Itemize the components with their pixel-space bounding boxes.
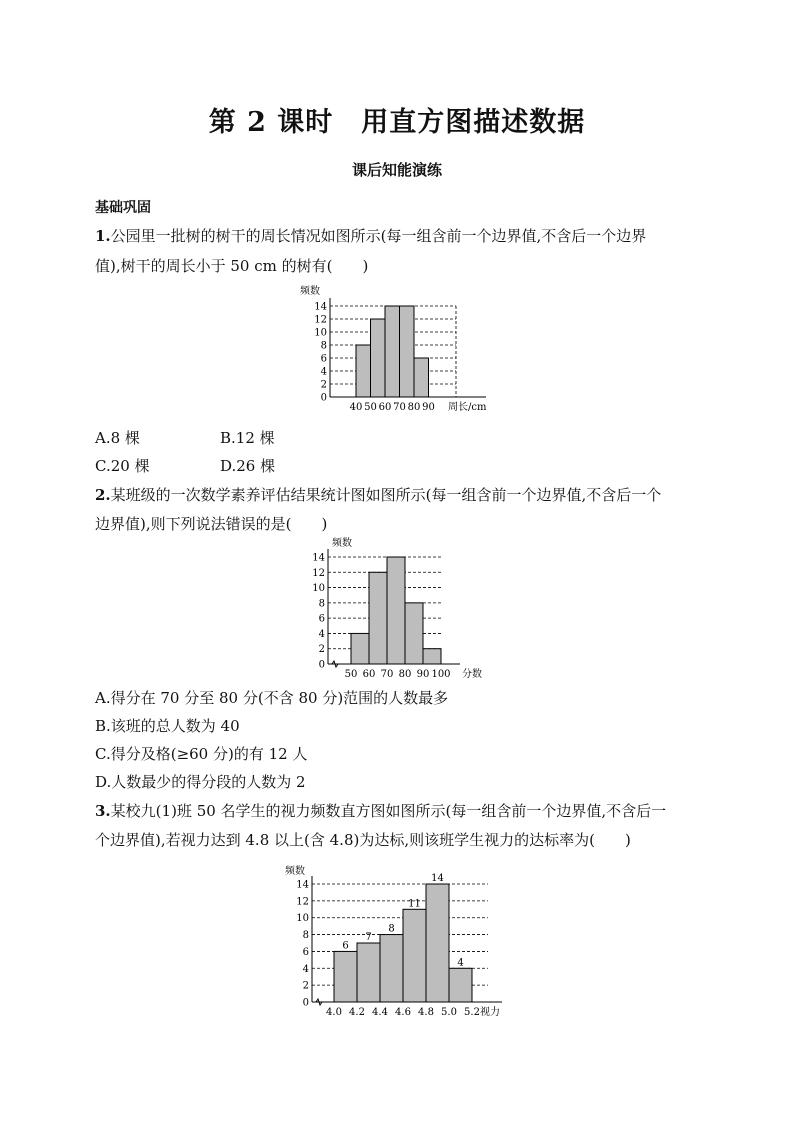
y-tick-label: 14: [312, 552, 325, 564]
y-tick-label: 8: [302, 930, 309, 942]
y-tick-label: 2: [318, 644, 325, 656]
histogram-bar: [369, 572, 387, 664]
chart-math-scores: [300, 535, 500, 685]
y-axis-label: 频数: [332, 538, 352, 549]
x-axis-label: 分数: [462, 669, 482, 680]
bar-data-label: 6: [342, 940, 349, 952]
y-tick-label: 12: [296, 896, 309, 908]
y-tick-label: 10: [314, 327, 327, 339]
q1-option-d[interactable]: D.26 棵: [220, 457, 276, 475]
histogram-bar: [426, 884, 449, 1002]
q3-line1: [95, 801, 666, 821]
q3-text-2: 个边界值),若视力达到 4.8 以上(含 4.8)为达标,则该班学生视力的达标率为( ): [95, 831, 631, 849]
page-subtitle: 课后知能演练: [351, 161, 442, 179]
y-tick-label: 4: [320, 366, 327, 378]
q2-option-a[interactable]: A.得分在 70 分至 80 分(不含 80 分)范围的人数最多: [95, 689, 449, 707]
q2-option-b[interactable]: B.该班的总人数为 40: [95, 717, 240, 735]
histogram-bar: [405, 603, 423, 664]
histogram-bar: [356, 345, 371, 397]
x-tick-label: 5.0: [441, 1007, 457, 1018]
q1-line1: [95, 226, 646, 246]
q1-text-2: 值),树干的周长小于 50 cm 的树有( ): [95, 257, 369, 275]
q1-option-b[interactable]: B.12 棵: [220, 429, 275, 447]
histogram-bar: [400, 306, 415, 397]
y-tick-label: 0: [320, 392, 327, 404]
y-axis-label: 频数: [285, 866, 305, 877]
x-axis-label: 视力: [480, 1007, 500, 1018]
x-tick-label: 50: [344, 669, 358, 680]
y-tick-label: 2: [302, 980, 309, 992]
x-tick-label: 80: [407, 402, 421, 413]
bar-data-label: 4: [457, 957, 464, 969]
histogram-bar: [403, 909, 426, 1002]
y-tick-label: 12: [314, 314, 327, 326]
y-tick-label: 14: [296, 879, 309, 891]
x-tick-label: 70: [380, 669, 394, 680]
q3-text-1: 某校九(1)班 50 名学生的视力频数直方图如图所示(每一组含前一个边界值,不含后一: [110, 802, 667, 820]
q2-number: 2.: [95, 486, 111, 504]
y-tick-label: 0: [318, 659, 325, 671]
x-tick-label: 50: [364, 402, 377, 413]
bar-data-label: 14: [431, 873, 444, 884]
y-tick-label: 8: [318, 598, 325, 610]
x-tick-label: 4.0: [326, 1007, 342, 1018]
x-axis-label: 周长/cm: [448, 402, 487, 413]
x-tick-label: 60: [378, 402, 392, 413]
x-tick-label: 70: [393, 402, 406, 413]
histogram-bar: [449, 968, 472, 1002]
q3-number: 3.: [95, 802, 111, 820]
y-tick-label: 2: [320, 379, 327, 391]
y-tick-label: 10: [312, 583, 325, 595]
x-tick-label: 4.8: [418, 1007, 434, 1018]
y-tick-label: 12: [312, 567, 325, 579]
histogram-bar: [414, 358, 429, 397]
x-tick-label: 4.6: [395, 1007, 411, 1018]
x-tick-label: 100: [431, 669, 451, 680]
y-tick-label: 14: [314, 301, 327, 313]
page-title: 第 2 课时 用直方图描述数据: [208, 107, 586, 138]
q2-text-1: 某班级的一次数学素养评估结果统计图如图所示(每一组含前一个边界值,不含后一个: [110, 486, 662, 504]
y-tick-label: 4: [318, 628, 325, 640]
q2-line1: [95, 485, 661, 505]
histogram-bar: [423, 649, 441, 664]
histogram-bar: [380, 935, 403, 1002]
x-tick-label: 90: [416, 669, 430, 680]
y-tick-label: 10: [296, 913, 309, 925]
y-tick-label: 8: [320, 340, 327, 352]
q2-text-2: 边界值),则下列说法错误的是( ): [95, 515, 328, 533]
x-tick-label: 5.2: [464, 1007, 480, 1018]
q2-option-c[interactable]: C.得分及格(≥60 分)的有 12 人: [95, 745, 308, 763]
histogram-bar: [371, 319, 386, 397]
chart-tree-girth: [290, 285, 500, 420]
x-tick-label: 40: [349, 402, 363, 413]
histogram-bar: [334, 951, 357, 1002]
q1-number: 1.: [95, 227, 111, 245]
histogram-bar: [351, 633, 369, 664]
y-tick-label: 0: [302, 997, 309, 1009]
chart-eyesight: [270, 860, 520, 1025]
x-tick-label: 60: [362, 669, 376, 680]
q1-option-a[interactable]: A.8 棵: [95, 429, 140, 447]
q2-option-d[interactable]: D.人数最少的得分段的人数为 2: [95, 773, 306, 791]
bar-data-label: 8: [388, 923, 395, 935]
x-tick-label: 90: [422, 402, 435, 413]
histogram-bar: [385, 306, 400, 397]
bar-data-label: 11: [408, 898, 421, 910]
y-axis-label: 频数: [300, 286, 320, 297]
x-tick-label: 80: [398, 669, 412, 680]
histogram-bar: [387, 557, 405, 664]
x-tick-label: 4.4: [372, 1007, 388, 1018]
histogram-bar: [357, 943, 380, 1002]
section-heading: 基础巩固: [95, 200, 151, 216]
q1-option-c[interactable]: C.20 棵: [95, 457, 150, 475]
y-tick-label: 4: [302, 963, 309, 975]
q1-text-1: 公园里一批树的树干的周长情况如图所示(每一组含前一个边界值,不含后一个边界: [110, 227, 647, 245]
bar-data-label: 7: [365, 932, 372, 943]
y-tick-label: 6: [320, 353, 327, 365]
y-tick-label: 6: [302, 946, 309, 958]
x-tick-label: 4.2: [349, 1007, 365, 1018]
y-tick-label: 6: [318, 613, 325, 625]
